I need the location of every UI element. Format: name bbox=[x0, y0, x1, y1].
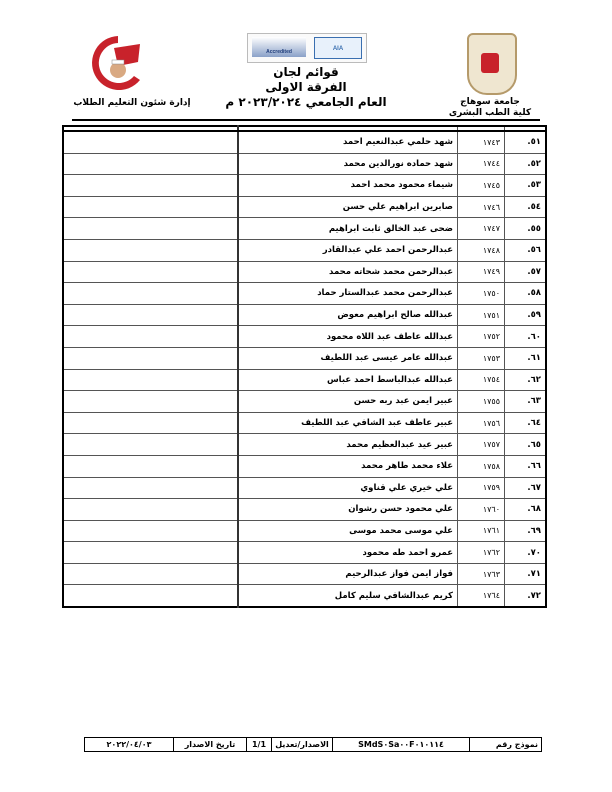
student-name: عبير عيد عبدالعظيم محمد bbox=[238, 434, 458, 456]
university-label: جامعة سوهاج bbox=[460, 97, 520, 107]
student-name: عبدالرحمن احمد علي عبدالقادر bbox=[238, 239, 458, 261]
student-id: ١٧٦٤ bbox=[458, 585, 505, 607]
student-id: ١٧٤٣ bbox=[458, 131, 505, 153]
empty-cell bbox=[63, 542, 238, 564]
empty-cell bbox=[63, 499, 238, 521]
row-number: ٦٦. bbox=[505, 455, 547, 477]
row-number: ٥٢. bbox=[505, 153, 547, 175]
form-number-label: نموذج رقم bbox=[470, 738, 542, 752]
student-name: عبدالله عبدالباسط احمد عباس bbox=[238, 369, 458, 391]
row-number: ٧٠. bbox=[505, 542, 547, 564]
student-id: ١٧٥٧ bbox=[458, 434, 505, 456]
version-value: 1/1 bbox=[247, 738, 272, 752]
empty-cell bbox=[63, 153, 238, 175]
aia-logo-label: AIA bbox=[332, 46, 344, 52]
student-name: علي موسى محمد موسى bbox=[238, 520, 458, 542]
row-number: ٦٥. bbox=[505, 434, 547, 456]
empty-cell bbox=[63, 391, 238, 413]
naqaae-logo-label: Accredited bbox=[266, 49, 292, 55]
student-name: شهد حلمي عبدالنعيم احمد bbox=[238, 131, 458, 153]
empty-cell bbox=[63, 455, 238, 477]
table-row bbox=[63, 499, 546, 521]
table-row bbox=[63, 261, 546, 283]
table-row bbox=[63, 131, 546, 153]
naqaae-logo bbox=[252, 37, 306, 57]
row-number: ٧٢. bbox=[505, 585, 547, 607]
row-number: ٥٦. bbox=[505, 239, 547, 261]
student-name: علي خيري علي قناوي bbox=[238, 477, 458, 499]
student-name: صابرين ابراهيم علي حسن bbox=[238, 196, 458, 218]
student-name: كريم عبدالشافي سليم كامل bbox=[238, 585, 458, 607]
student-id: ١٧٤٤ bbox=[458, 153, 505, 175]
table-row bbox=[63, 196, 546, 218]
student-id: ١٧٤٦ bbox=[458, 196, 505, 218]
empty-cell bbox=[63, 131, 238, 153]
student-name: عبير عاطف عبد الشافي عبد اللطيف bbox=[238, 412, 458, 434]
table-row bbox=[63, 283, 546, 305]
table-row bbox=[63, 542, 546, 564]
student-id: ١٧٥٣ bbox=[458, 347, 505, 369]
student-id: ١٧٦٠ bbox=[458, 499, 505, 521]
empty-cell bbox=[63, 218, 238, 240]
empty-cell bbox=[63, 261, 238, 283]
empty-cell bbox=[63, 585, 238, 607]
table-row bbox=[63, 239, 546, 261]
table-row bbox=[63, 347, 546, 369]
document-title bbox=[200, 65, 412, 110]
student-id: ١٧٥٠ bbox=[458, 283, 505, 305]
table-row bbox=[63, 391, 546, 413]
row-number: ٥٩. bbox=[505, 304, 547, 326]
student-id: ١٧٤٧ bbox=[458, 218, 505, 240]
empty-cell bbox=[63, 563, 238, 585]
title-line-3: العام الجامعي ٢٠٢٣/٢٠٢٤ م bbox=[225, 95, 387, 109]
form-number: SMdS٠Sa٠٠F٠١٠١١٤ bbox=[333, 738, 470, 752]
title-line-2: الفرقة الاولى bbox=[265, 80, 347, 94]
student-name: عبدالله عاطف عبد اللاه محمود bbox=[238, 326, 458, 348]
row-number: ٥٥. bbox=[505, 218, 547, 240]
student-id: ١٧٦١ bbox=[458, 520, 505, 542]
empty-cell bbox=[63, 477, 238, 499]
row-number: ٥٧. bbox=[505, 261, 547, 283]
student-name: شهد حماده نورالدين محمد bbox=[238, 153, 458, 175]
row-number: ٦٣. bbox=[505, 391, 547, 413]
student-name: ضحى عبد الخالق ثابت ابراهيم bbox=[238, 218, 458, 240]
student-name: عبدالرحمن محمد عبدالستار حماد bbox=[238, 283, 458, 305]
row-number: ٥١. bbox=[505, 131, 547, 153]
empty-cell bbox=[63, 196, 238, 218]
student-id: ١٧٤٨ bbox=[458, 239, 505, 261]
empty-cell bbox=[63, 347, 238, 369]
faculty-of-medicine-logo bbox=[78, 32, 158, 90]
department-name: إدارة شئون التعليم الطلاب bbox=[73, 98, 191, 108]
faculty-label: كلية الطب البشرى bbox=[448, 108, 532, 118]
student-name: علي محمود حسن رشوان bbox=[238, 499, 458, 521]
student-name: فواز ايمن فواز عبدالرحيم bbox=[238, 563, 458, 585]
student-id: ١٧٥٦ bbox=[458, 412, 505, 434]
table-row bbox=[63, 175, 546, 197]
empty-cell bbox=[63, 304, 238, 326]
table-row bbox=[63, 455, 546, 477]
table-row bbox=[63, 369, 546, 391]
table-row bbox=[63, 304, 546, 326]
student-id: ١٧٤٩ bbox=[458, 261, 505, 283]
issue-date-label: تاريخ الاصدار bbox=[174, 738, 247, 752]
table-row bbox=[63, 412, 546, 434]
row-number: ٦١. bbox=[505, 347, 547, 369]
row-number: ٦٤. bbox=[505, 412, 547, 434]
header-divider bbox=[72, 119, 540, 121]
table-row bbox=[63, 520, 546, 542]
student-id: ١٧٤٥ bbox=[458, 175, 505, 197]
student-id: ١٧٥٨ bbox=[458, 455, 505, 477]
students-table bbox=[62, 125, 547, 608]
row-number: ٧١. bbox=[505, 563, 547, 585]
row-number: ٦٢. bbox=[505, 369, 547, 391]
empty-cell bbox=[63, 434, 238, 456]
student-name: عبدالله عامر عيسى عبد اللطيف bbox=[238, 347, 458, 369]
row-number: ٦٠. bbox=[505, 326, 547, 348]
empty-cell bbox=[63, 520, 238, 542]
student-name: علاء محمد طاهر محمد bbox=[238, 455, 458, 477]
version-label: الاصدار/تعديل bbox=[272, 738, 333, 752]
sohag-university-logo bbox=[467, 33, 517, 95]
form-footer bbox=[84, 737, 542, 752]
student-name: عبدالرحمن محمد شحاته محمد bbox=[238, 261, 458, 283]
row-number: ٥٤. bbox=[505, 196, 547, 218]
student-name: شيماء محمود محمد احمد bbox=[238, 175, 458, 197]
title-line-1: قوائم لجان bbox=[273, 65, 339, 79]
student-name: عمرو احمد طه محمود bbox=[238, 542, 458, 564]
empty-cell bbox=[63, 326, 238, 348]
student-name: عبير ايمن عبد ربه حسن bbox=[238, 391, 458, 413]
student-id: ١٧٥٩ bbox=[458, 477, 505, 499]
empty-cell bbox=[63, 239, 238, 261]
university-name bbox=[440, 97, 540, 119]
table-row bbox=[63, 326, 546, 348]
student-name: عبدالله صالح ابراهيم معوض bbox=[238, 304, 458, 326]
table-row bbox=[63, 218, 546, 240]
table-row bbox=[63, 477, 546, 499]
empty-cell bbox=[63, 369, 238, 391]
student-id: ١٧٥٢ bbox=[458, 326, 505, 348]
student-id: ١٧٥٥ bbox=[458, 391, 505, 413]
empty-cell bbox=[63, 175, 238, 197]
table-row bbox=[63, 585, 546, 607]
aia-logo bbox=[314, 37, 362, 59]
table-row bbox=[63, 153, 546, 175]
empty-cell bbox=[63, 412, 238, 434]
row-number: ٦٧. bbox=[505, 477, 547, 499]
issue-date: ٢٠٢٢/٠٤/٠٣ bbox=[85, 738, 174, 752]
table-row bbox=[63, 563, 546, 585]
student-id: ١٧٦٢ bbox=[458, 542, 505, 564]
table-row bbox=[63, 434, 546, 456]
row-number: ٦٩. bbox=[505, 520, 547, 542]
row-number: ٥٨. bbox=[505, 283, 547, 305]
row-number: ٦٨. bbox=[505, 499, 547, 521]
student-id: ١٧٥٤ bbox=[458, 369, 505, 391]
empty-cell bbox=[63, 283, 238, 305]
row-number: ٥٣. bbox=[505, 175, 547, 197]
accreditation-logos bbox=[247, 33, 367, 63]
student-id: ١٧٥١ bbox=[458, 304, 505, 326]
student-id: ١٧٦٣ bbox=[458, 563, 505, 585]
